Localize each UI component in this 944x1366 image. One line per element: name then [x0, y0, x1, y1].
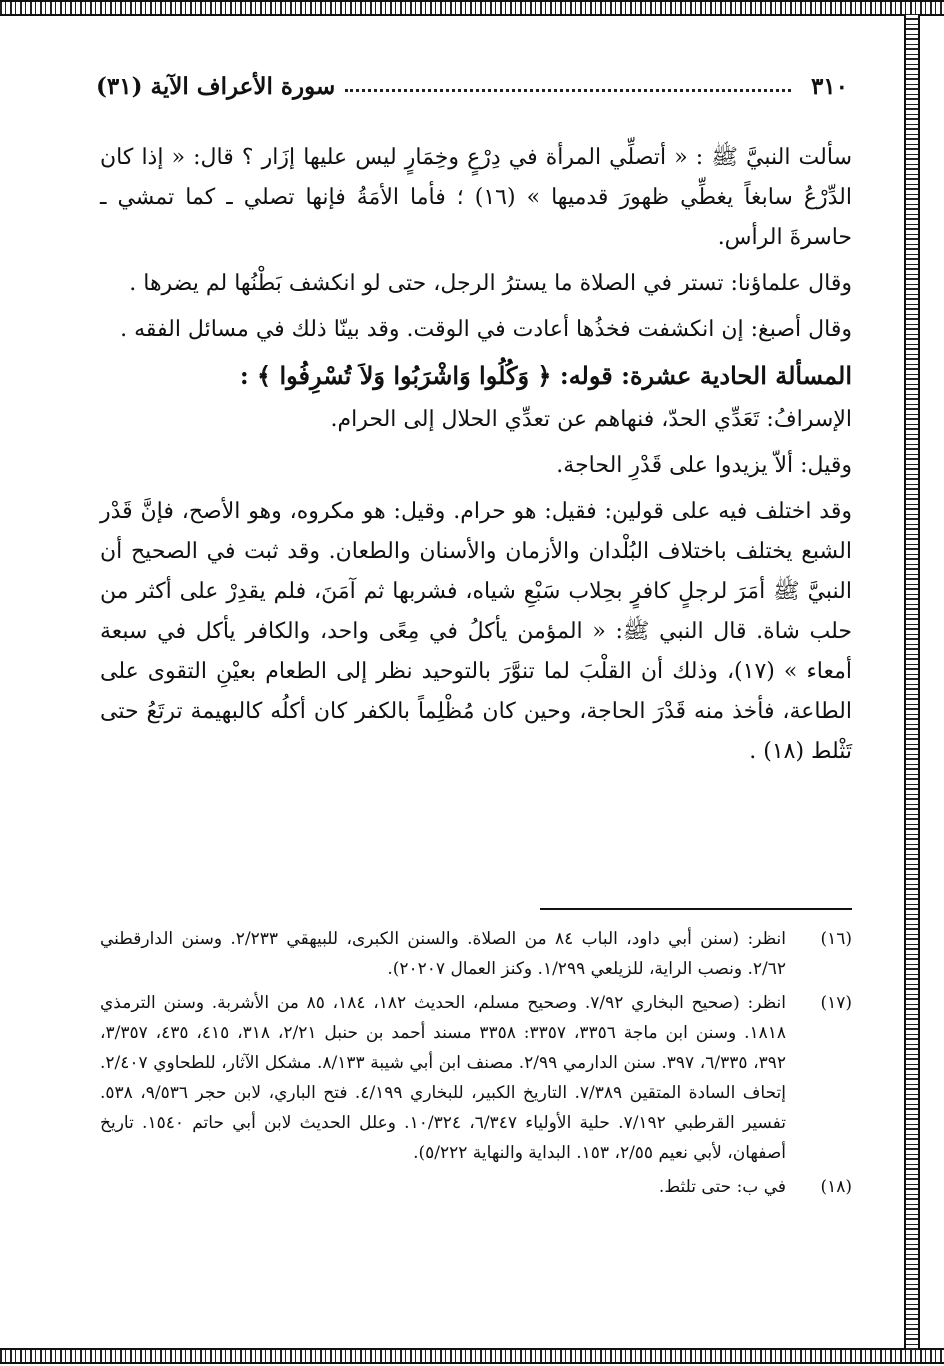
section-heading: المسألة الحادية عشرة: قوله: ﴿ وَكُلُوا وَاشْرَبُوا وَلاَ تُسْرِفُوا ﴾ : [239, 361, 852, 390]
footnote-number: (١٨) [820, 1177, 852, 1197]
footnote [100, 924, 852, 984]
ornamental-border-bottom [0, 1348, 944, 1364]
paragraph: الإسرافُ: تَعَدِّي الحدّ، فنهاهم عن تعدِّي الحلال إلى الحرام. [330, 407, 852, 432]
paragraph: وقال علماؤنا: تستر في الصلاة ما يسترُ الرجل، حتى لو انكشف بَطْنُها لم يضرها . [129, 271, 852, 296]
footnote [100, 988, 852, 1168]
page-number: ٣١٠ [810, 72, 848, 100]
footnote [100, 1172, 852, 1202]
paragraph: سألت النبيَّ ﷺ : « أتصلِّي المرأة في دِرْعٍ وخِمَارٍ ليس عليها إزَار ؟ قال: « إذا كان الدِّرْعُ سابغاً يغطِّي ظهورَ قدميها » (١٦) ؛ فأما الأمَةُ فإنها تصلي ـ كما تمشي ـ حاسرةَ الرأس. [100, 145, 852, 250]
header-dotted-leader [345, 89, 791, 92]
footnote-separator [540, 908, 852, 910]
footnote-text: في ب: حتى تلثط. [658, 1177, 786, 1197]
footnote-text: انظر: (سنن أبي داود، الباب ٨٤ من الصلاة. والسنن الكبرى، للبيهقي ٢/٢٣٣. وسنن الدارقطني ٢/٦٢. ونصب الراية، للزيلعي ١/٢٩٩. وكنز العمال ٢٠٢٠٧). [100, 929, 786, 979]
paragraph: وقد اختلف فيه على قولين: فقيل: هو حرام. وقيل: هو مكروه، وهو الأصح، فإنَّ قَدْر الشبع يختلف باختلاف البُلْدان والأزمان والأسنان والطعان. وقد ثبت في الصحيح أن النبيَّ ﷺ أمَرَ لرجلٍ كافرٍ بحِلاب سَبْعِ شياه، فشربها ثم آمَنَ، فلم يقدِرْ على أكثر من حلب شاة. قال النبي ﷺ: « المؤمن يأكلُ في مِعًى واحد، والكافر يأكل في سبعة أمعاء » (١٧)، وذلك أن القلْبَ لما تنوَّرَ بالتوحيد نظر إلى الطعام بعيْنِ التقوى على الطاعة، فأخذ منه قَدْرَ الحاجة، وحين كان مُظْلِماً بالكفر كان أكلُه كالبهيمة ترتَعُ حتى تَثْلط (١٨) . [100, 499, 852, 764]
footnote-number: (١٧) [820, 993, 852, 1013]
main-text [100, 138, 852, 778]
footnote-text: انظر: (صحيح البخاري ٧/٩٢. وصحيح مسلم، الحديث ١٨٢، ١٨٤، ٨٥ من الأشربة. وسنن الترمذي ١٨١٨. وسنن ابن ماجة ٣٣٥٦، ٣٣٥٧: ٣٣٥٨ مسند أحمد بن حنبل ٢/٢١، ٣١٨، ٤١٥، ٤٣٥، ٣/٣٥٧، ٣٩٢، ٦/٣٣٥، ٣٩٧. سنن الدارمي ٢/٩٩. مصنف ابن أبي شيبة ٨/١٣٣. مشكل الآثار، للطحاوي ٢/٤٠٧. إتحاف السادة المتقين ٧/٣٨٩. التاريخ الكبير، للبخاري ٤/١٩٩. فتح الباري، لابن حجر ٩/٥٣٦، ٥٣٨. تفسير القرطبي ٧/١٩٢. حلية الأولياء ٦/٣٤٧، ١٠/٣٢٤. وعلل الحديث لابن أبي حاتم ١٥٤٠. تاريخ أصفهان، لأبي نعيم ٢/٥٥، ١٥٣. البداية والنهاية ٥/٢٢٢). [100, 993, 787, 1163]
footnote-number: (١٦) [820, 929, 852, 949]
running-header [96, 66, 848, 106]
ornamental-border-top [0, 0, 944, 16]
paragraph: وقال أصبغ: إن انكشفت فخذُها أعادت في الوقت. وقد بينّا ذلك في مسائل الفقه . [120, 317, 852, 342]
ornamental-border-right [904, 14, 920, 1350]
footnotes [100, 924, 852, 1206]
surah-title: سورة الأعراف الآية (٣١) [96, 72, 336, 100]
paragraph: وقيل: ألاّ يزيدوا على قَدْرِ الحاجة. [556, 453, 852, 478]
